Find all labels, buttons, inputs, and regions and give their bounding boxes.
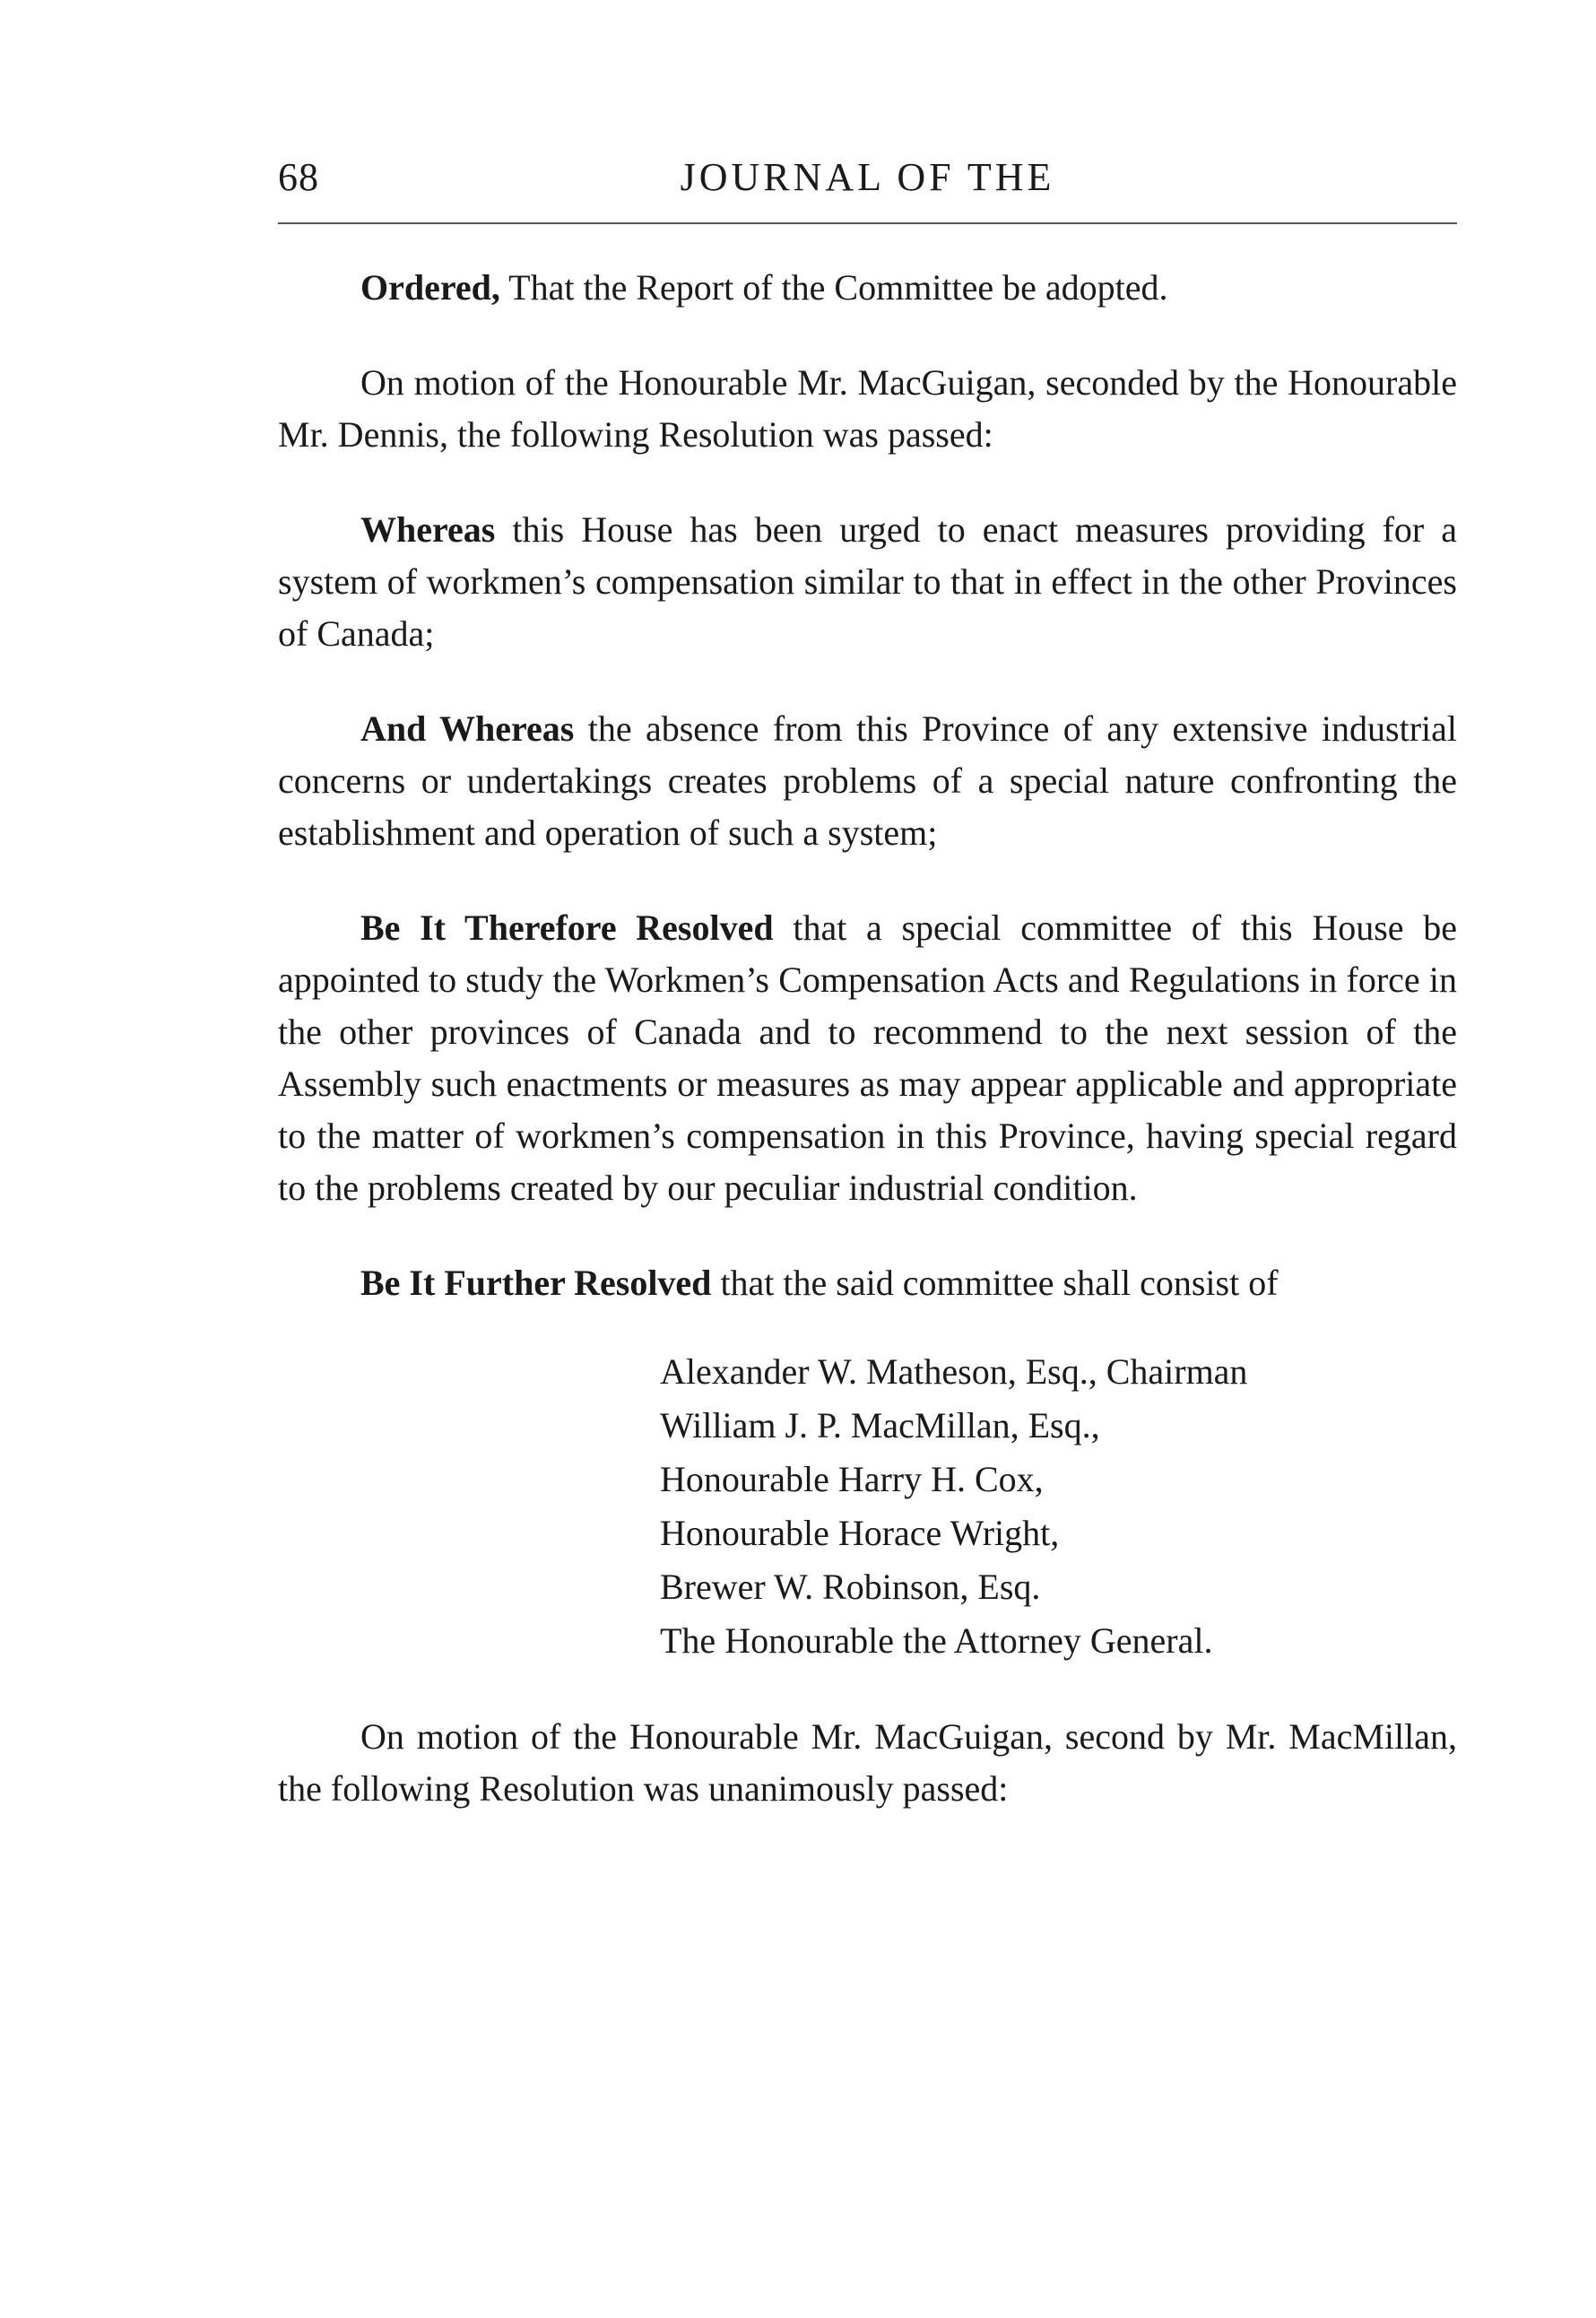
paragraph-text: On motion of the Honourable Mr. MacGuigan, second by Mr. MacMillan, the following Resolution was unanimously passed:: [278, 1716, 1457, 1809]
paragraph-text: this House has been urged to enact measures providing for a system of workmen’s compensation similar to that in effect in the other Provinces of Canada;: [278, 509, 1457, 654]
committee-member: William J. P. MacMillan, Esq.,: [660, 1405, 1100, 1445]
committee-member: Alexander W. Matheson, Esq., Chairman: [660, 1351, 1248, 1392]
paragraph-lead: Whereas: [360, 509, 496, 550]
running-head: [278, 154, 1457, 208]
paragraph-lead: Be It Therefore Resolved: [360, 907, 774, 948]
paragraph-text: On motion of the Honourable Mr. MacGuigan, seconded by the Honourable Mr. Dennis, the following Resolution was passed:: [278, 362, 1457, 455]
paragraph-and-whereas: [278, 703, 1457, 859]
paragraph-text: the absence from this Province of any extensive industrial concerns or undertakings creates problems of a special nature confronting the establishment and operation of such a system;: [278, 708, 1458, 853]
page-header-title: JOURNAL OF THE: [680, 155, 1055, 199]
paragraph-ordered: [278, 262, 1457, 314]
paragraph-further-resolved: [278, 1257, 1457, 1309]
paragraph-therefore-resolved: [278, 902, 1457, 1214]
paragraph-text: that the said committee shall consist of: [711, 1263, 1279, 1303]
journal-body: [278, 262, 1457, 1858]
paragraph-text: That the Report of the Committee be adopted.: [499, 267, 1168, 308]
paragraph-whereas: [278, 504, 1457, 660]
paragraph-motion-dennis: [278, 357, 1457, 461]
page-number: 68: [278, 155, 319, 199]
paragraph-motion-macmillan: [278, 1711, 1457, 1815]
paragraph-lead: Be It Further Resolved: [360, 1263, 712, 1303]
committee-member: Honourable Horace Wright,: [660, 1513, 1060, 1553]
committee-member: The Honourable the Attorney General.: [660, 1620, 1213, 1661]
header-rule: [278, 222, 1457, 224]
committee-member-list: [660, 1345, 1457, 1668]
paragraph-lead: And Whereas: [360, 708, 575, 749]
paragraph-lead: Ordered,: [360, 267, 500, 308]
committee-member: Brewer W. Robinson, Esq.: [660, 1567, 1041, 1607]
paragraph-text: that a special committee of this House be appointed to study the Workmen’s Compensation Acts and Regulations in force in the other provinces of Canada and to recommend to the next session of the Assembly such enactments or measures as may appear applicable and appropriate to the matter of workmen’s compensation in this Province, having special regard to the problems created by our peculiar industrial condition.: [278, 907, 1457, 1208]
committee-member: Honourable Harry H. Cox,: [660, 1459, 1044, 1499]
